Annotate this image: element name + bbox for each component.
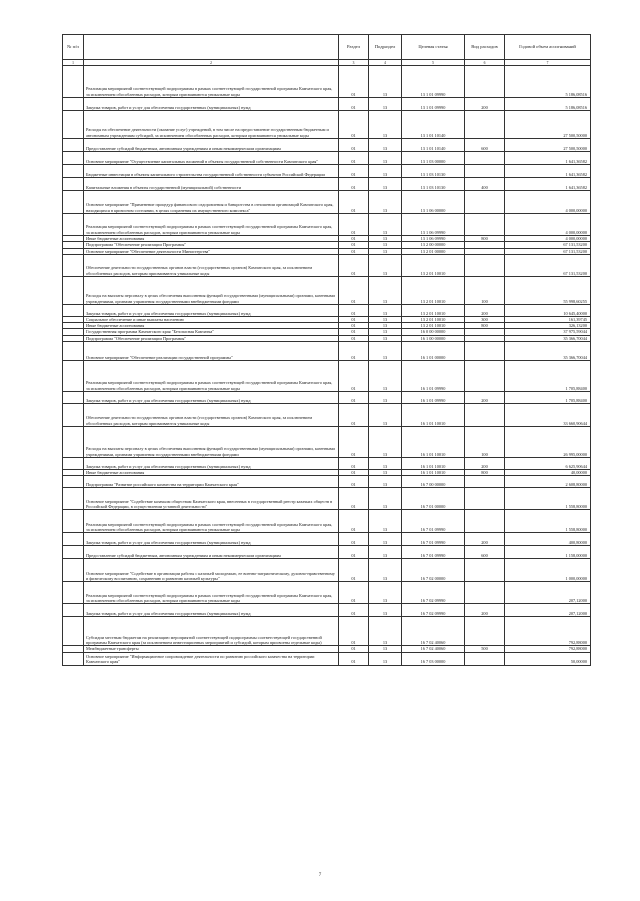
row-amount-cell: 1 641,36582: [505, 152, 591, 165]
row-target-article-cell: 13 2 00 00000: [402, 242, 465, 248]
row-podrazdel-cell: 13: [369, 361, 402, 392]
row-number-cell: [63, 533, 84, 546]
row-name-cell: Основное мероприятие "Применение процедур финансового оздоровления и банкротства в отношении организаций Камчатского края, находящихся в кризисном состоянии, в целях сохранения их имущественного комплекса": [84, 191, 339, 214]
row-expense-type-cell: 800: [465, 470, 505, 476]
header-number: 5: [402, 60, 465, 66]
row-name-cell: Основное мероприятие "Обеспечение реализации государственной программы": [84, 342, 339, 361]
row-number-cell: [63, 66, 84, 98]
row-expense-type-cell: [465, 404, 505, 427]
row-expense-type-cell: 500: [465, 646, 505, 652]
header-col-target-article: Целевая статья: [402, 35, 465, 60]
row-amount-cell: 1 641,36582: [505, 178, 591, 191]
row-amount-cell: 1 000,00000: [505, 559, 591, 582]
row-expense-type-cell: 200: [465, 98, 505, 111]
row-target-article-cell: 16 1 01 10010: [402, 470, 465, 476]
row-razdel-cell: 01: [339, 476, 369, 488]
row-podrazdel-cell: 13: [369, 66, 402, 98]
table-row: [63, 139, 591, 152]
row-target-article-cell: 16 7 02 09990: [402, 604, 465, 617]
row-amount-cell: 55 998,60255: [505, 276, 591, 304]
row-number-cell: [63, 276, 84, 304]
row-name-cell: Закупка товаров, работ и услуг для обеспечения государственных (муниципальных) нужд: [84, 458, 339, 470]
row-amount-cell: 67 131,53200: [505, 254, 591, 276]
row-target-article-cell: 13 1 06 09990: [402, 214, 465, 236]
row-amount-cell: 10 645,40000: [505, 304, 591, 316]
row-amount-cell: 207,12000: [505, 582, 591, 604]
row-expense-type-cell: [465, 488, 505, 510]
row-podrazdel-cell: 13: [369, 617, 402, 646]
row-podrazdel-cell: 13: [369, 652, 402, 665]
row-razdel-cell: 01: [339, 66, 369, 98]
row-name-cell: Закупка товаров, работ и услуг для обеспечения государственных (муниципальных) нужд: [84, 533, 339, 546]
row-name-cell: Закупка товаров, работ и услуг для обеспечения государственных (муниципальных) нужд: [84, 604, 339, 617]
row-podrazdel-cell: 13: [369, 404, 402, 427]
row-target-article-cell: 16 7 02 40060: [402, 646, 465, 652]
table-body: [63, 66, 591, 666]
row-amount-cell: 207,12000: [505, 604, 591, 617]
row-podrazdel-cell: 13: [369, 242, 402, 248]
table-row: [63, 458, 591, 470]
row-target-article-cell: 16 7 01 09990: [402, 533, 465, 546]
row-number-cell: [63, 652, 84, 665]
row-expense-type-cell: [465, 214, 505, 236]
row-name-cell: Расходы на выплаты персоналу в целях обеспечения выполнения функций государственными (муниципальными) органами, казенными учреждениями, органами управления государственными внебюджетными фондами: [84, 427, 339, 458]
row-target-article-cell: 13 2 01 10010: [402, 316, 465, 322]
row-amount-cell: 4 000,00000: [505, 214, 591, 236]
row-target-article-cell: 13 2 01 10010: [402, 254, 465, 276]
row-podrazdel-cell: 13: [369, 582, 402, 604]
row-expense-type-cell: [465, 617, 505, 646]
row-razdel-cell: 01: [339, 510, 369, 533]
row-expense-type-cell: 600: [465, 546, 505, 559]
row-razdel-cell: 01: [339, 488, 369, 510]
row-podrazdel-cell: 13: [369, 392, 402, 404]
row-target-article-cell: 16 1 01 09990: [402, 361, 465, 392]
row-podrazdel-cell: 13: [369, 476, 402, 488]
row-razdel-cell: 01: [339, 335, 369, 341]
row-podrazdel-cell: 13: [369, 236, 402, 242]
row-name-cell: Основное мероприятие "Осуществление капитальных вложений в объекты государственной собственности Камчатского края": [84, 152, 339, 165]
row-expense-type-cell: 200: [465, 304, 505, 316]
table-row: [63, 617, 591, 646]
row-razdel-cell: 01: [339, 533, 369, 546]
row-expense-type-cell: 800: [465, 236, 505, 242]
row-expense-type-cell: [465, 152, 505, 165]
row-amount-cell: 400,80000: [505, 533, 591, 546]
row-name-cell: Реализация мероприятий соответствующей подпрограммы в рамках соответствующей государственной программы Камчатского края, за исключением обособленных расходов, которым присваиваются уникальные коды: [84, 510, 339, 533]
row-target-article-cell: 16 1 01 10010: [402, 458, 465, 470]
table-row: [63, 604, 591, 617]
row-podrazdel-cell: 13: [369, 178, 402, 191]
row-expense-type-cell: [465, 342, 505, 361]
row-podrazdel-cell: 13: [369, 458, 402, 470]
row-expense-type-cell: 800: [465, 323, 505, 329]
row-razdel-cell: 01: [339, 617, 369, 646]
row-expense-type-cell: [465, 361, 505, 392]
row-amount-cell: 1 558,80000: [505, 488, 591, 510]
table-row: [63, 652, 591, 665]
row-name-cell: Капитальные вложения в объекты государственной (муниципальной) собственности: [84, 178, 339, 191]
row-amount-cell: 50,00000: [505, 652, 591, 665]
row-razdel-cell: 01: [339, 404, 369, 427]
row-expense-type-cell: [465, 254, 505, 276]
row-target-article-cell: 13 1 03 00000: [402, 152, 465, 165]
row-name-cell: Подпрограмма "Развитие российского казачества на территории Камчатского края": [84, 476, 339, 488]
row-target-article-cell: 16 1 01 09990: [402, 392, 465, 404]
row-target-article-cell: 13 1 01 10140: [402, 139, 465, 152]
row-number-cell: [63, 304, 84, 316]
row-target-article-cell: 16 7 02 00000: [402, 559, 465, 582]
row-target-article-cell: 16 1 01 10010: [402, 427, 465, 458]
table-header-row: [63, 35, 591, 60]
row-expense-type-cell: [465, 652, 505, 665]
table-row: [63, 152, 591, 165]
budget-table-sheet: [62, 34, 590, 666]
row-expense-type-cell: [465, 111, 505, 139]
row-razdel-cell: 01: [339, 165, 369, 178]
row-target-article-cell: 13 2 01 10010: [402, 304, 465, 316]
row-name-cell: Иные бюджетные ассигнования: [84, 236, 339, 242]
row-razdel-cell: 01: [339, 604, 369, 617]
row-razdel-cell: 01: [339, 458, 369, 470]
row-podrazdel-cell: 13: [369, 427, 402, 458]
row-number-cell: [63, 476, 84, 488]
row-target-article-cell: 13 1 06 09990: [402, 236, 465, 242]
header-col-number: № п/п: [63, 35, 84, 60]
row-razdel-cell: 01: [339, 248, 369, 254]
header-col-razdel: Раздел: [339, 35, 369, 60]
row-podrazdel-cell: 13: [369, 342, 402, 361]
row-number-cell: [63, 152, 84, 165]
row-target-article-cell: 13 1 01 09990: [402, 66, 465, 98]
row-name-cell: Основное мероприятие "Содействие казачьим обществам Камчатского края, внесенных в государственный реестр казачьих обществ в Российской Федерации, в осуществлении уставной деятельности": [84, 488, 339, 510]
row-expense-type-cell: [465, 476, 505, 488]
header-col-podrazdel: Подраздел: [369, 35, 402, 60]
row-target-article-cell: 13 2 01 10010: [402, 276, 465, 304]
header-number: 2: [84, 60, 339, 66]
row-name-cell: Основное мероприятие "Информационное сопровождение деятельности по развитию российского казачества на территории Камчатского края": [84, 652, 339, 665]
row-target-article-cell: 16 7 01 09990: [402, 510, 465, 533]
row-name-cell: Иные бюджетные ассигнования: [84, 470, 339, 476]
row-podrazdel-cell: 13: [369, 546, 402, 559]
row-target-article-cell: 16 7 01 09990: [402, 546, 465, 559]
table-row: [63, 304, 591, 316]
row-number-cell: [63, 546, 84, 559]
row-podrazdel-cell: 13: [369, 316, 402, 322]
row-number-cell: [63, 559, 84, 582]
row-target-article-cell: 13 1 03 10130: [402, 165, 465, 178]
header-col-expense-type: Вид расходов: [465, 35, 505, 60]
row-amount-cell: 27 500,50000: [505, 111, 591, 139]
row-target-article-cell: 16 1 01 10010: [402, 404, 465, 427]
row-target-article-cell: 13 2 01 00000: [402, 248, 465, 254]
row-razdel-cell: 01: [339, 276, 369, 304]
row-number-cell: [63, 488, 84, 510]
table-row: [63, 66, 591, 98]
row-name-cell: Расходы на выплаты персоналу в целях обеспечения выполнения функций государственными (муниципальными) органами, казенными учреждениями, органами управления государственными внебюджетными фондами: [84, 276, 339, 304]
row-podrazdel-cell: 13: [369, 152, 402, 165]
row-name-cell: Межбюджетные трансферты: [84, 646, 339, 652]
row-number-cell: [63, 191, 84, 214]
row-amount-cell: 35 366,70044: [505, 335, 591, 341]
row-amount-cell: 1 705,88400: [505, 392, 591, 404]
row-razdel-cell: 01: [339, 329, 369, 335]
row-name-cell: Расходы на обеспечение деятельности (оказание услуг) учреждений, в том числе на предоставление государственным бюджетным и автономным учреждениям субсидий, за исключением обособленных расходов, которым присваиваются уникальные коды: [84, 111, 339, 139]
row-name-cell: Реализация мероприятий соответствующей подпрограммы в рамках соответствующей государственной программы Камчатского края, за исключением обособленных расходов, которым присваиваются уникальные коды: [84, 582, 339, 604]
row-number-cell: [63, 178, 84, 191]
header-col-amount: Годовой объем ассигнований: [505, 35, 591, 60]
header-number: 1: [63, 60, 84, 66]
row-podrazdel-cell: 13: [369, 323, 402, 329]
row-podrazdel-cell: 13: [369, 98, 402, 111]
row-expense-type-cell: 200: [465, 604, 505, 617]
row-expense-type-cell: 400: [465, 178, 505, 191]
table-row: [63, 582, 591, 604]
row-number-cell: [63, 617, 84, 646]
row-expense-type-cell: [465, 165, 505, 178]
header-number: 4: [369, 60, 402, 66]
row-podrazdel-cell: 13: [369, 559, 402, 582]
header-col-name: [84, 35, 339, 60]
row-target-article-cell: 16 7 03 00000: [402, 652, 465, 665]
table-row: [63, 510, 591, 533]
row-razdel-cell: 01: [339, 323, 369, 329]
row-name-cell: Закупка товаров, работ и услуг для обеспечения государственных (муниципальных) нужд: [84, 304, 339, 316]
row-expense-type-cell: 200: [465, 533, 505, 546]
row-podrazdel-cell: 13: [369, 533, 402, 546]
row-razdel-cell: 01: [339, 236, 369, 242]
row-razdel-cell: 01: [339, 304, 369, 316]
row-name-cell: Обеспечение деятельности государственных органов власти (государственных органов) Камчатского края, за исключением обособленных расходов, которым присваиваются уникальные коды: [84, 404, 339, 427]
row-amount-cell: 326,13200: [505, 323, 591, 329]
row-number-cell: [63, 510, 84, 533]
table-row: [63, 276, 591, 304]
row-expense-type-cell: 600: [465, 139, 505, 152]
row-amount-cell: 67 131,53200: [505, 242, 591, 248]
row-amount-cell: 792,88000: [505, 617, 591, 646]
header-number: 7: [505, 60, 591, 66]
row-amount-cell: 1 158,00000: [505, 546, 591, 559]
row-target-article-cell: 13 1 01 09990: [402, 98, 465, 111]
row-name-cell: Реализация мероприятий соответствующей подпрограммы в рамках соответствующей государственной программы Камчатского края, за исключением обособленных расходов, которым присваиваются уникальные коды: [84, 214, 339, 236]
row-name-cell: Подпрограмма "Обеспечение реализации Программы": [84, 242, 339, 248]
row-target-article-cell: 16 7 02 40060: [402, 617, 465, 646]
row-number-cell: [63, 404, 84, 427]
row-amount-cell: 37 975,59044: [505, 329, 591, 335]
row-razdel-cell: 01: [339, 214, 369, 236]
row-number-cell: [63, 98, 84, 111]
row-target-article-cell: 13 2 01 10010: [402, 323, 465, 329]
table-row: [63, 546, 591, 559]
row-number-cell: [63, 458, 84, 470]
row-amount-cell: 26 995,00000: [505, 427, 591, 458]
row-expense-type-cell: [465, 66, 505, 98]
row-number-cell: [63, 254, 84, 276]
row-razdel-cell: 01: [339, 111, 369, 139]
row-razdel-cell: 01: [339, 152, 369, 165]
row-podrazdel-cell: 13: [369, 329, 402, 335]
row-expense-type-cell: [465, 191, 505, 214]
row-number-cell: [63, 582, 84, 604]
table-row: [63, 392, 591, 404]
table-row: [63, 361, 591, 392]
table-row: [63, 533, 591, 546]
row-name-cell: Основное мероприятие "Содействие в организации работы с казачьей молодежью, ее военно-патриотическому, духовно-нравственному и физическому воспитанию, сохранению и развитию казачьей культуры": [84, 559, 339, 582]
row-name-cell: Предоставление субсидий бюджетным, автономным учреждениям и иным некоммерческим организациям: [84, 139, 339, 152]
row-podrazdel-cell: 13: [369, 165, 402, 178]
row-name-cell: Основное мероприятие "Обеспечение деятельности Министерства": [84, 248, 339, 254]
row-podrazdel-cell: 13: [369, 488, 402, 510]
row-podrazdel-cell: 13: [369, 604, 402, 617]
row-razdel-cell: 01: [339, 254, 369, 276]
row-target-article-cell: 16 0 00 00000: [402, 329, 465, 335]
row-target-article-cell: 16 7 01 00000: [402, 488, 465, 510]
row-expense-type-cell: 100: [465, 427, 505, 458]
row-podrazdel-cell: 13: [369, 276, 402, 304]
row-expense-type-cell: [465, 559, 505, 582]
row-razdel-cell: 01: [339, 178, 369, 191]
row-expense-type-cell: [465, 582, 505, 604]
row-target-article-cell: 16 1 00 00000: [402, 335, 465, 341]
row-podrazdel-cell: 13: [369, 304, 402, 316]
row-number-cell: [63, 139, 84, 152]
table-row: [63, 191, 591, 214]
row-number-cell: [63, 427, 84, 458]
row-amount-cell: 40,00000: [505, 470, 591, 476]
row-razdel-cell: 01: [339, 427, 369, 458]
row-number-cell: [63, 214, 84, 236]
row-razdel-cell: 01: [339, 361, 369, 392]
table-row: [63, 427, 591, 458]
row-expense-type-cell: 300: [465, 316, 505, 322]
row-podrazdel-cell: 13: [369, 139, 402, 152]
table-row: [63, 254, 591, 276]
row-razdel-cell: 01: [339, 191, 369, 214]
row-expense-type-cell: [465, 510, 505, 533]
table-row: [63, 214, 591, 236]
row-target-article-cell: 13 1 01 10140: [402, 111, 465, 139]
row-podrazdel-cell: 13: [369, 214, 402, 236]
row-razdel-cell: 01: [339, 546, 369, 559]
row-name-cell: Реализация мероприятий соответствующей подпрограммы в рамках соответствующей государственной программы Камчатского края, за исключением обособленных расходов, которым присваиваются уникальные коды: [84, 66, 339, 98]
row-razdel-cell: 01: [339, 646, 369, 652]
row-number-cell: [63, 604, 84, 617]
row-amount-cell: 33 660,90644: [505, 404, 591, 427]
row-number-cell: [63, 165, 84, 178]
row-expense-type-cell: 200: [465, 392, 505, 404]
row-amount-cell: 5 186,08516: [505, 66, 591, 98]
row-podrazdel-cell: 13: [369, 111, 402, 139]
row-target-article-cell: 16 7 00 00000: [402, 476, 465, 488]
table-row: [63, 98, 591, 111]
row-amount-cell: 5 186,08516: [505, 98, 591, 111]
row-razdel-cell: 01: [339, 242, 369, 248]
page-number: 7: [318, 873, 322, 878]
row-name-cell: Подпрограмма "Обеспечение реализации Программы": [84, 335, 339, 341]
row-amount-cell: 6 625,90644: [505, 458, 591, 470]
row-name-cell: Бюджетные инвестиции в объекты капитального строительства государственной собственности субъектов Российской Федерации: [84, 165, 339, 178]
table-row: [63, 178, 591, 191]
row-amount-cell: 792,88000: [505, 646, 591, 652]
budget-table: [62, 34, 591, 666]
row-podrazdel-cell: 13: [369, 248, 402, 254]
row-podrazdel-cell: 13: [369, 646, 402, 652]
row-name-cell: Закупка товаров, работ и услуг для обеспечения государственных (муниципальных) нужд: [84, 98, 339, 111]
row-podrazdel-cell: 13: [369, 470, 402, 476]
table-row: [63, 476, 591, 488]
row-razdel-cell: 01: [339, 559, 369, 582]
row-number-cell: [63, 361, 84, 392]
row-amount-cell: 1 558,80000: [505, 510, 591, 533]
header-number: 6: [465, 60, 505, 66]
row-podrazdel-cell: 13: [369, 254, 402, 276]
table-row: [63, 559, 591, 582]
row-podrazdel-cell: 13: [369, 191, 402, 214]
row-expense-type-cell: 100: [465, 276, 505, 304]
header-number: 3: [339, 60, 369, 66]
row-target-article-cell: 13 1 06 00000: [402, 191, 465, 214]
row-razdel-cell: 01: [339, 392, 369, 404]
row-razdel-cell: 01: [339, 582, 369, 604]
row-razdel-cell: 01: [339, 652, 369, 665]
row-target-article-cell: 13 1 03 10130: [402, 178, 465, 191]
row-razdel-cell: 01: [339, 139, 369, 152]
row-name-cell: Предоставление субсидий бюджетным, автономным учреждениям и иным некоммерческим организациям: [84, 546, 339, 559]
row-name-cell: Реализация мероприятий соответствующей подпрограммы в рамках соответствующей государственной программы Камчатского края, за исключением обособленных расходов, которым присваиваются уникальные коды: [84, 361, 339, 392]
table-row: [63, 165, 591, 178]
row-amount-cell: 1 641,36582: [505, 165, 591, 178]
table-row: [63, 488, 591, 510]
row-number-cell: [63, 111, 84, 139]
row-number-cell: [63, 342, 84, 361]
row-amount-cell: 67 131,53200: [505, 248, 591, 254]
row-amount-cell: 4 000,00000: [505, 236, 591, 242]
row-podrazdel-cell: 13: [369, 335, 402, 341]
row-amount-cell: 2 608,80000: [505, 476, 591, 488]
row-name-cell: Государственная программа Камчатского края "Безопасная Камчатка": [84, 329, 339, 335]
row-amount-cell: 1 705,88400: [505, 361, 591, 392]
row-razdel-cell: 01: [339, 470, 369, 476]
row-name-cell: Иные бюджетные ассигнования: [84, 323, 339, 329]
row-expense-type-cell: 200: [465, 458, 505, 470]
row-podrazdel-cell: 13: [369, 510, 402, 533]
row-razdel-cell: 01: [339, 342, 369, 361]
row-target-article-cell: 16 1 01 00000: [402, 342, 465, 361]
row-number-cell: [63, 392, 84, 404]
row-name-cell: Субсидии местным бюджетам на реализацию мероприятий соответствующей подпрограммы соответствующей государственной программы Камчатского края (за исключением инвестиционных мероприятий и субсидий, которым присвоены отдельные коды): [84, 617, 339, 646]
row-razdel-cell: 01: [339, 316, 369, 322]
row-amount-cell: 27 500,50000: [505, 139, 591, 152]
table-row: [63, 404, 591, 427]
row-amount-cell: 4 000,00000: [505, 191, 591, 214]
row-razdel-cell: 01: [339, 98, 369, 111]
row-target-article-cell: 16 7 02 09990: [402, 582, 465, 604]
row-amount-cell: 161,39745: [505, 316, 591, 322]
row-name-cell: Закупка товаров, работ и услуг для обеспечения государственных (муниципальных) нужд: [84, 392, 339, 404]
table-row: [63, 111, 591, 139]
table-row: [63, 342, 591, 361]
row-amount-cell: 35 366,70044: [505, 342, 591, 361]
row-name-cell: Социальное обеспечение и иные выплаты населению: [84, 316, 339, 322]
row-name-cell: Обеспечение деятельности государственных органов власти (государственных органов) Камчатского края, за исключением обособленных расходов, которым присваиваются уникальные коды: [84, 254, 339, 276]
